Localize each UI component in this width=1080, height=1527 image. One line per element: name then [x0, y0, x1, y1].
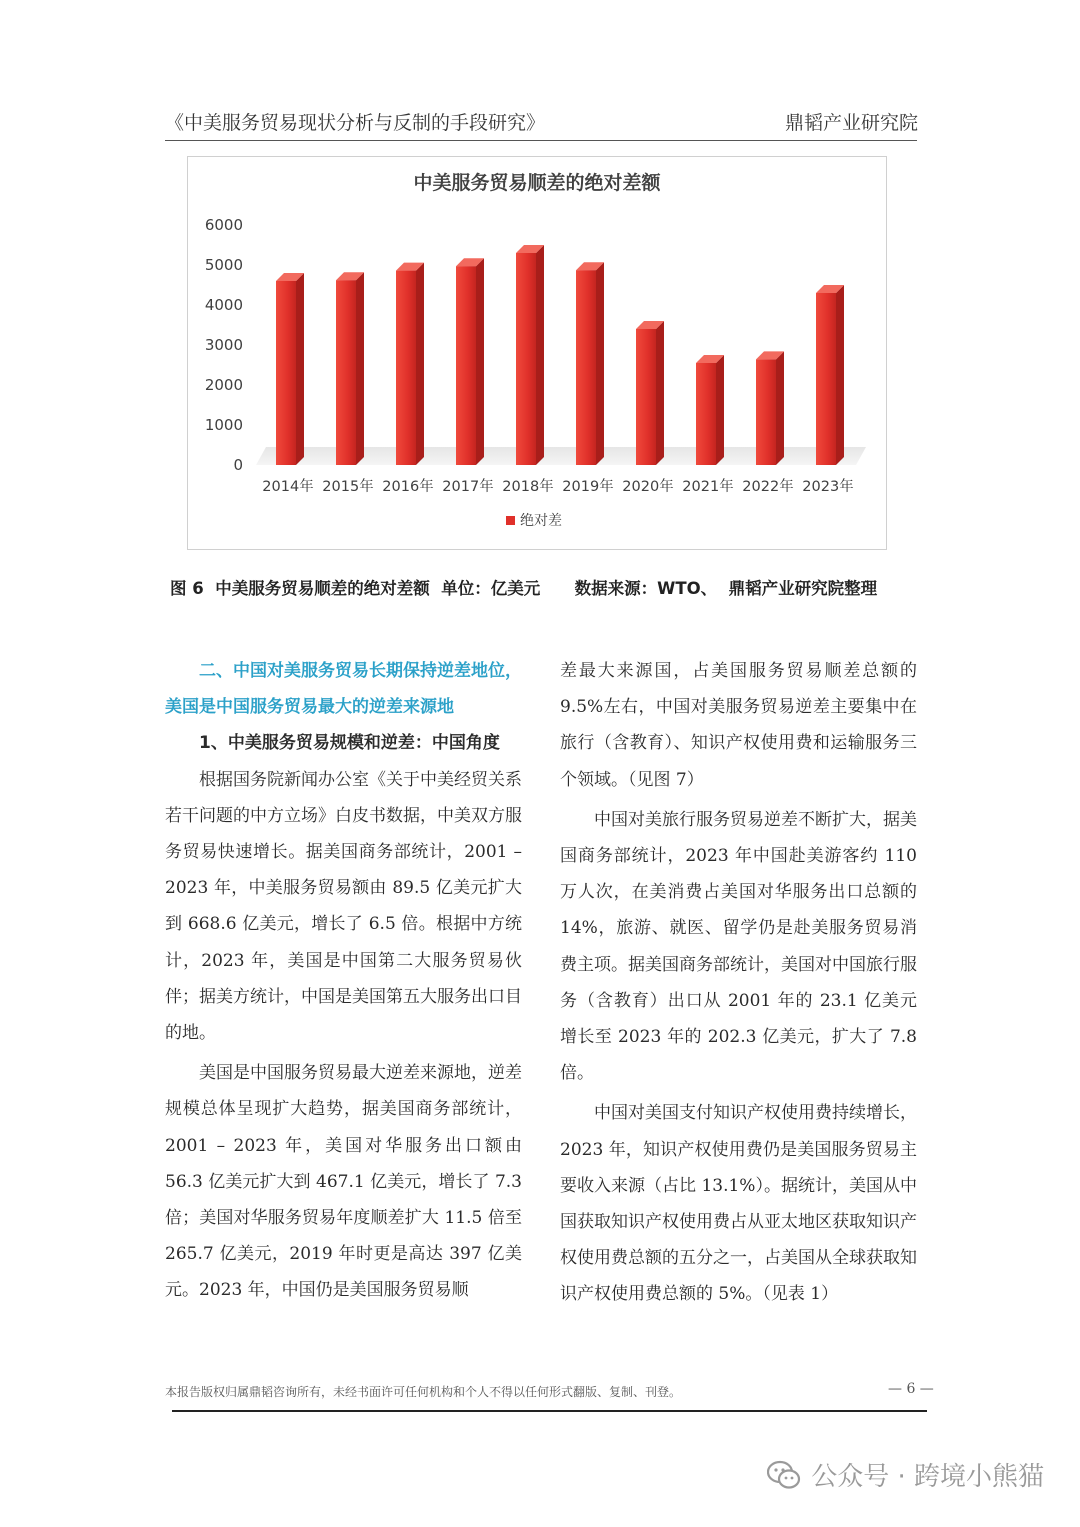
- legend-swatch: [506, 516, 515, 525]
- header-org: 鼎韬产业研究院: [784, 112, 918, 134]
- watermark: [767, 1456, 1044, 1493]
- x-tick-label: 2017年: [442, 479, 494, 495]
- x-tick-label: 2018年: [502, 479, 554, 495]
- bar-side: [536, 245, 544, 465]
- x-tick-label: 2021年: [682, 479, 734, 495]
- y-tick-label: 0: [233, 456, 243, 474]
- bar-side: [596, 262, 604, 465]
- x-tick-label: 2020年: [622, 479, 674, 495]
- x-axis: [262, 477, 853, 495]
- subsection-heading: 1、中美服务贸易规模和逆差：中国角度: [199, 733, 500, 754]
- bar-side: [416, 263, 424, 465]
- bar-side: [476, 258, 484, 465]
- bar-front: [516, 253, 536, 465]
- x-tick-label: 2016年: [382, 479, 434, 495]
- legend-label: 绝对差: [520, 513, 562, 529]
- footer-divider: [172, 1410, 927, 1412]
- left-column: [165, 653, 522, 1313]
- bar: [276, 273, 304, 465]
- x-tick-label: 2022年: [742, 479, 794, 495]
- wechat-icon: [767, 1460, 801, 1490]
- bar: [456, 258, 484, 465]
- bar-side: [356, 272, 364, 465]
- bar-chart: [187, 156, 887, 550]
- bar: [396, 263, 424, 465]
- page-number: — 6 —: [888, 1381, 934, 1397]
- paragraph: 差最大来源国，占美国服务贸易顺差总额的 9.5%左右，中国对美服务贸易逆差主要集中在旅行（含教育）、知识产权使用费和运输服务三个领域。（见图 7）: [560, 661, 917, 790]
- chart-legend: [506, 513, 562, 529]
- y-tick-label: 4000: [204, 296, 243, 314]
- bar-front: [636, 329, 656, 465]
- bar: [696, 355, 724, 465]
- header-divider: [165, 140, 917, 141]
- paragraph: 根据国务院新闻办公室《关于中美经贸关系若干问题的中方立场》白皮书数据，中美双方服务贸易快速增长。据美国商务部统计，2001 – 2023 年，中美服务贸易额由 89.5 亿美元扩大到 668.6 亿美元，增长了 6.5 倍。根据中方统计，2023 年，美国是中国第二大服务贸易伙伴；据美方统计，中国是美国第五大服务出口目的地。: [165, 769, 522, 1044]
- bar-front: [396, 271, 416, 465]
- bar-front: [336, 280, 356, 465]
- y-tick-label: 2000: [204, 376, 243, 394]
- bar-front: [816, 293, 836, 465]
- bar-side: [656, 321, 664, 465]
- watermark-text: 公众号 · 跨境小熊猫: [811, 1462, 1044, 1492]
- chart-canvas: [188, 157, 886, 549]
- x-tick-label: 2023年: [802, 479, 854, 495]
- bar-side: [776, 351, 784, 465]
- bar-front: [456, 266, 476, 465]
- y-tick-label: 6000: [204, 216, 243, 234]
- y-axis: [205, 216, 243, 474]
- bar-front: [276, 281, 296, 465]
- section-heading: 二、中国对美服务贸易长期保持逆差地位，美国是中国服务贸易最大的逆差来源地: [165, 661, 522, 718]
- bar-side: [836, 285, 844, 465]
- bar: [576, 262, 604, 465]
- bar-series: [276, 245, 844, 465]
- header-title: 《中美服务贸易现状分析与反制的手段研究》: [165, 112, 546, 134]
- x-tick-label: 2015年: [322, 479, 374, 495]
- bar: [516, 245, 544, 465]
- bar: [336, 272, 364, 465]
- bar-front: [576, 270, 596, 465]
- bar: [816, 285, 844, 465]
- bar-side: [716, 355, 724, 465]
- bar-front: [756, 359, 776, 465]
- paragraph: 美国是中国服务贸易最大逆差来源地，逆差规模总体呈现扩大趋势，据美国商务部统计，2001 – 2023 年，美国对华服务出口额由 56.3 亿美元扩大到 467.1 亿美元，增长了 7.3 倍；美国对华服务贸易年度顺差扩大 11.5 倍至 265.7 亿美元，2019 年时更是高达 397 亿美元。2023 年，中国仍是美国服务贸易顺: [165, 1063, 522, 1301]
- x-tick-label: 2019年: [562, 479, 614, 495]
- bar: [756, 351, 784, 465]
- chart-title: 中美服务贸易顺差的绝对差额: [413, 172, 661, 194]
- right-column: [560, 653, 917, 1317]
- y-tick-label: 5000: [204, 256, 243, 274]
- bar-side: [296, 273, 304, 465]
- y-tick-label: 1000: [204, 416, 243, 434]
- copyright-note: 本报告版权归属鼎韬咨询所有，未经书面许可任何机构和个人不得以任何形式翻版、复制、刊登。: [165, 1385, 682, 1399]
- paragraph: 中国对美国支付知识产权使用费持续增长，2023 年，知识产权使用费仍是美国服务贸易主要收入来源（占比 13.1%）。据统计，美国从中国获取知识产权使用费占从亚太地区获取知识产权使用费总额的五分之一，占美国从全球获取知识产权使用费总额的 5%。（见表 1）: [560, 1103, 917, 1305]
- paragraph: 中国对美旅行服务贸易逆差不断扩大，据美国商务部统计，2023 年中国赴美游客约 110 万人次，在美消费占美国对华服务出口总额的 14%，旅游、就医、留学仍是赴美服务贸易消费主项。据美国商务部统计，美国对中国旅行服务（含教育）出口从 2001 年的 23.1 亿美元增长至 2023 年的 202.3 亿美元，扩大了 7.8 倍。: [560, 809, 917, 1084]
- y-tick-label: 3000: [204, 336, 243, 354]
- figure-caption: 图 6 中美服务贸易顺差的绝对差额 单位：亿美元 数据来源：WTO、 鼎韬产业研究院整理: [170, 579, 878, 598]
- x-tick-label: 2014年: [262, 479, 314, 495]
- bar: [636, 321, 664, 465]
- bar-front: [696, 363, 716, 465]
